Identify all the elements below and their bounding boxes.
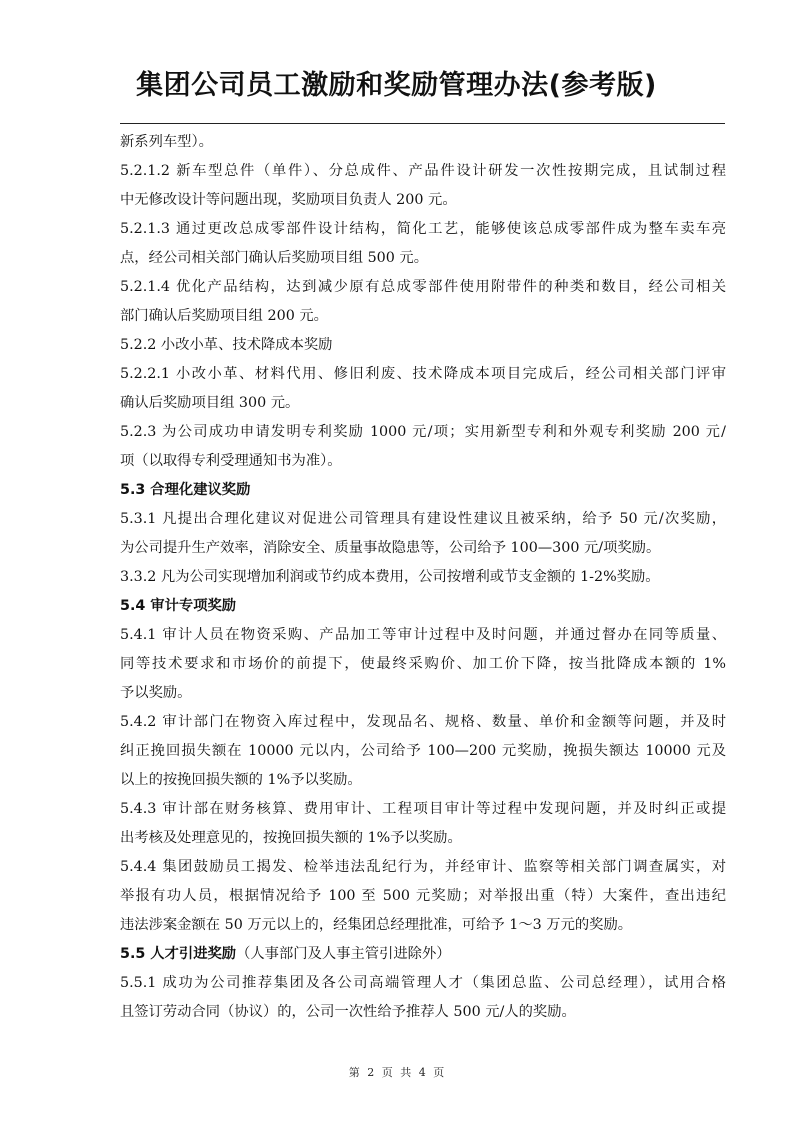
text-line: 5.4.2 审计部门在物资入库过程中，发现品名、规格、数量、单价和金额等问题，并及时 — [120, 714, 726, 730]
text-line: 5.4.4 集团鼓励员工揭发、检举违法乱纪行为，并经审计、监察等相关部门调查属实，对 — [120, 859, 726, 875]
text-line: 新系列车型）。 — [120, 134, 213, 150]
page-title: 集团公司员工激励和奖励管理办法(参考版) — [136, 70, 657, 101]
text-line: 5.2.1.2 新车型总件（单件）、分总成件、产品件设计研发一次性按期完成，且试制过程 — [120, 163, 726, 179]
title-divider — [120, 123, 725, 124]
text-line: 点，经公司相关部门确认后奖励项目组 500 元。 — [120, 250, 429, 266]
text-line: 项（以取得专利受理通知书为准）。 — [120, 453, 342, 469]
section-heading-note: （人事部门及人事主管引进除外） — [236, 946, 451, 962]
document-body — [120, 128, 726, 1027]
section-heading-label: 5.5 人才引进奖励 — [120, 946, 237, 962]
text-line: 确认后奖励项目组 300 元。 — [120, 395, 300, 411]
text-line: 中无修改设计等问题出现，奖励项目负责人 200 元。 — [120, 192, 457, 208]
text-line: 5.5.1 成功为公司推荐集团及各公司高端管理人才（集团总监、公司总经理），试用合格 — [120, 975, 726, 991]
section-heading — [120, 476, 726, 505]
text-line: 予以奖励。 — [120, 685, 192, 701]
text-line: 5.3.1 凡提出合理化建议对促进公司管理具有建设性建议且被采纳，给予 50 元/次奖励， — [120, 511, 726, 527]
text-line: 同等技术要求和市场价的前提下，使最终采购价、加工价下降，按当批降成本额的 1% — [120, 656, 726, 672]
text-line: 5.2.2.1 小改小革、材料代用、修旧利废、技术降成本项目完成后，经公司相关部门评审 — [120, 366, 726, 382]
text-line: 为公司提升生产效率，消除安全、质量事故隐患等，公司给予 100—300 元/项奖励。 — [120, 540, 661, 556]
text-line: 部门确认后奖励项目组 200 元。 — [120, 308, 328, 324]
text-line: 纠正挽回损失额在 10000 元以内，公司给予 100—200 元奖励，挽损失额达 10000 元及 — [120, 743, 726, 759]
text-line: 5.2.3 为公司成功申请发明专利奖励 1000 元/项；实用新型专利和外观专利奖励 200 元/ — [120, 424, 726, 440]
text-line: 5.2.2 小改小革、技术降成本奖励 — [120, 337, 333, 353]
text-line: 出考核及处理意见的，按挽回损失额的 1%予以奖励。 — [120, 830, 462, 846]
section-heading-label: 5.3 合理化建议奖励 — [120, 482, 251, 498]
section-heading — [120, 592, 726, 621]
text-line: 3.3.2 凡为公司实现增加利润或节约成本费用，公司按增利或节支金额的 1-2%奖励。 — [120, 569, 660, 585]
section-heading — [120, 940, 726, 969]
page-number-footer: 第 2 页 共 4 页 — [348, 1066, 445, 1079]
text-line: 以上的按挽回损失额的 1%予以奖励。 — [120, 772, 362, 788]
text-line: 5.4.3 审计部在财务核算、费用审计、工程项目审计等过程中发现问题，并及时纠正或提 — [120, 801, 726, 817]
text-line: 5.2.1.4 优化产品结构，达到减少原有总成零部件使用附带件的种类和数目，经公司相关 — [120, 279, 726, 295]
text-line: 5.2.1.3 通过更改总成零部件设计结构，简化工艺，能够使该总成零部件成为整车卖车亮 — [120, 221, 726, 237]
text-line: 举报有功人员，根据情况给予 100 至 500 元奖励；对举报出重（特）大案件，查出违纪 — [120, 888, 726, 904]
section-heading-label: 5.4 审计专项奖励 — [120, 598, 237, 614]
text-line: 且签订劳动合同（协议）的，公司一次性给予推荐人 500 元/人的奖励。 — [120, 1004, 576, 1020]
text-line: 违法涉案金额在 50 万元以上的，经集团总经理批准，可给予 1～3 万元的奖励。 — [120, 917, 633, 933]
text-line: 5.4.1 审计人员在物资采购、产品加工等审计过程中及时问题，并通过督办在同等质量、 — [120, 627, 726, 643]
